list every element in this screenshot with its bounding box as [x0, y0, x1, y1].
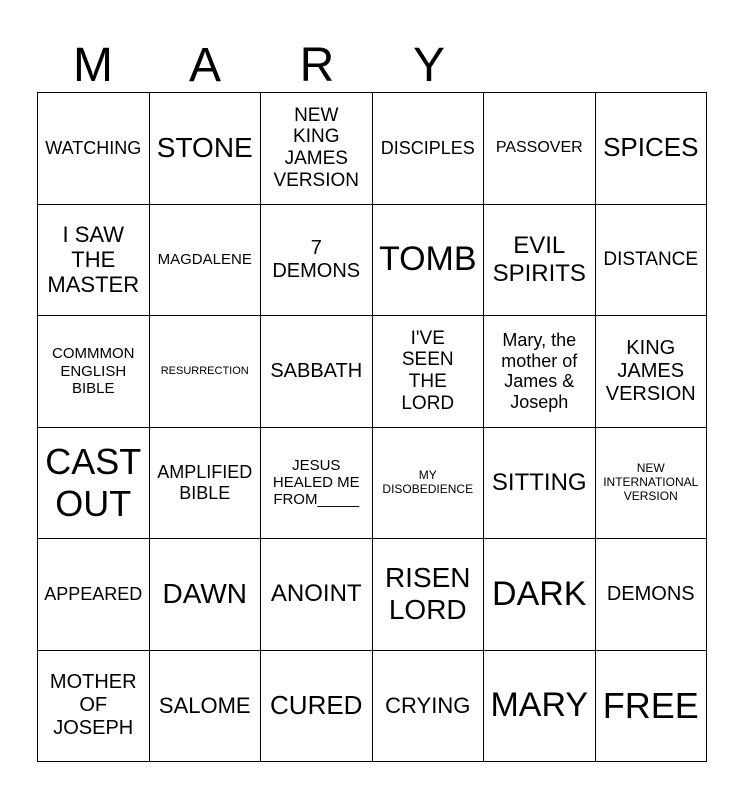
cell-text: 7 DEMONS	[272, 236, 361, 282]
cell-text: STONE	[156, 132, 253, 164]
bingo-cell[interactable]	[261, 205, 373, 317]
bingo-cell[interactable]	[373, 205, 485, 317]
bingo-cell[interactable]	[150, 205, 262, 317]
cell-text: I'VE SEEN THE LORD	[401, 327, 455, 415]
bingo-cell[interactable]	[38, 651, 150, 763]
bingo-cell[interactable]	[150, 651, 262, 763]
bingo-cell[interactable]	[38, 539, 150, 651]
bingo-cell[interactable]	[373, 651, 485, 763]
bingo-cell[interactable]	[38, 316, 150, 428]
bingo-cell[interactable]	[484, 651, 596, 763]
cell-text: EVIL SPIRITS	[492, 232, 586, 287]
cell-text: SPICES	[603, 132, 699, 163]
bingo-cell[interactable]	[38, 93, 150, 205]
cell-text: COMMMON ENGLISH BIBLE	[52, 345, 135, 397]
cell-text: I SAW THE MASTER	[47, 221, 140, 298]
bingo-cell[interactable]	[150, 539, 262, 651]
bingo-cell[interactable]	[596, 539, 708, 651]
cell-text: MARY	[490, 686, 589, 725]
cell-text: MOTHER OF JOSEPH	[49, 671, 137, 740]
cell-text: ANOINT	[270, 580, 362, 608]
cell-text: DISTANCE	[603, 248, 699, 270]
cell-text: DISCIPLES	[380, 137, 475, 158]
cell-text: RISEN LORD	[384, 562, 471, 626]
cell-text: SITTING	[491, 468, 587, 496]
cell-text: CURED	[270, 689, 363, 720]
cell-text: DAWN	[162, 578, 247, 610]
header-letter-a: A	[188, 39, 221, 92]
cell-text: WATCHING	[45, 137, 142, 158]
bingo-cell[interactable]	[484, 205, 596, 317]
bingo-cell[interactable]	[261, 539, 373, 651]
bingo-cell[interactable]	[261, 651, 373, 763]
cell-text: NEW KING JAMES VERSION	[273, 104, 360, 192]
bingo-cell[interactable]	[484, 539, 596, 651]
cell-text: CRYING	[385, 693, 471, 719]
cell-text: SABBATH	[270, 359, 363, 382]
cell-text: APPEARED	[44, 583, 143, 604]
bingo-cell[interactable]	[596, 93, 708, 205]
header-letter-y: Y	[412, 39, 445, 92]
bingo-cell[interactable]	[373, 428, 485, 540]
bingo-cell[interactable]	[373, 539, 485, 651]
cell-text: AMPLIFIED BIBLE	[157, 462, 253, 503]
cell-text: CAST OUT	[45, 441, 142, 524]
bingo-cell[interactable]	[261, 316, 373, 428]
cell-text: MY DISOBEDIENCE	[382, 467, 474, 496]
bingo-cell[interactable]	[484, 316, 596, 428]
bingo-cell[interactable]	[261, 93, 373, 205]
cell-text: SALOME	[158, 693, 251, 719]
cell-text: Mary, the mother of James & Joseph	[501, 329, 578, 412]
cell-text: DARK	[492, 574, 587, 613]
bingo-cell[interactable]	[373, 316, 485, 428]
bingo-cell[interactable]	[150, 316, 262, 428]
bingo-cell[interactable]	[596, 316, 708, 428]
bingo-cell[interactable]	[150, 93, 262, 205]
bingo-cell[interactable]	[596, 205, 708, 317]
bingo-cell[interactable]	[38, 205, 150, 317]
cell-text: PASSOVER	[495, 139, 583, 157]
bingo-cell[interactable]	[261, 428, 373, 540]
bingo-cell[interactable]	[373, 93, 485, 205]
header-letter-m: M	[73, 39, 113, 92]
bingo-cell[interactable]	[596, 651, 708, 763]
bingo-cell[interactable]	[596, 428, 708, 540]
bingo-grid	[37, 92, 707, 762]
cell-text: NEW INTERNATIONAL VERSION	[603, 461, 699, 503]
cell-text: DEMONS	[606, 582, 695, 605]
bingo-cell[interactable]	[38, 428, 150, 540]
bingo-cell[interactable]	[484, 93, 596, 205]
header-letter-r: R	[299, 39, 335, 92]
cell-text: TOMB	[378, 240, 477, 279]
cell-text: RESURRECTION	[160, 364, 249, 377]
cell-text: FREE	[602, 685, 699, 727]
bingo-cell[interactable]	[484, 428, 596, 540]
bingo-cell[interactable]	[150, 428, 262, 540]
cell-text: MAGDALENE	[157, 251, 252, 269]
cell-text: KING JAMES VERSION	[605, 336, 696, 405]
cell-text: JESUS HEALED ME FROM_____	[272, 456, 360, 509]
